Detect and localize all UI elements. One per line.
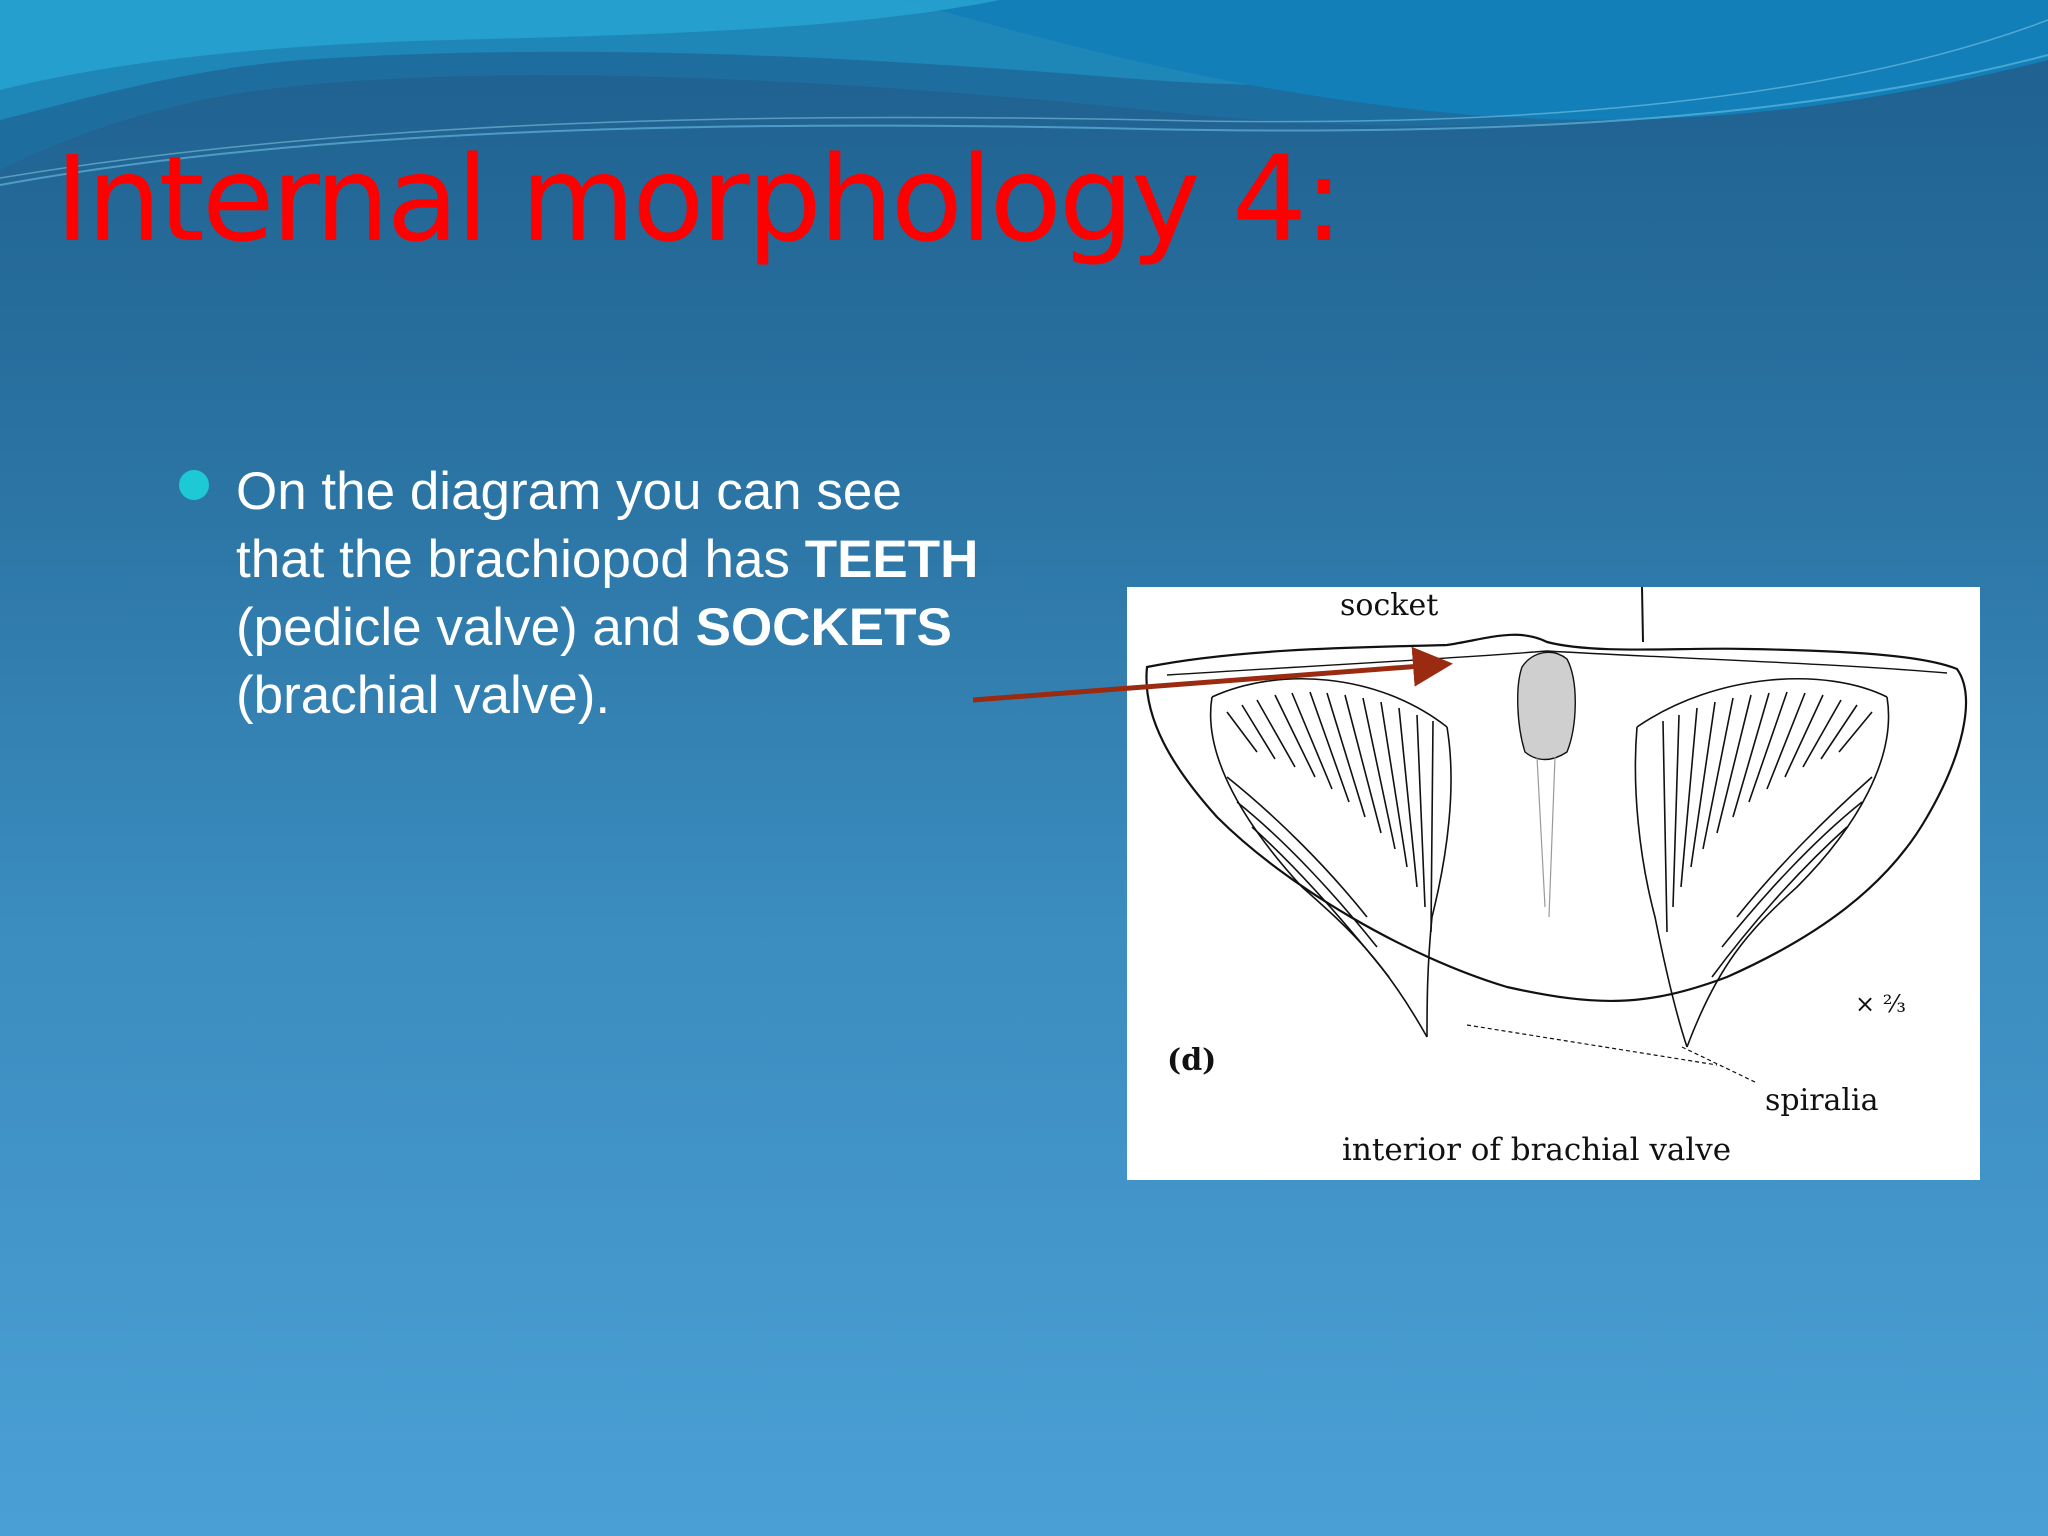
left-spiralia	[1211, 679, 1451, 1037]
bullet-dot-icon	[179, 470, 209, 500]
bullet-bold-teeth: TEETH	[804, 530, 979, 589]
label-panel-d: (d)	[1167, 1043, 1217, 1078]
median-septum	[1537, 757, 1555, 917]
figure-caption: interior of brachial valve	[1342, 1132, 1732, 1168]
label-spiralia: spiralia	[1765, 1083, 1879, 1118]
cardinal-process	[1518, 652, 1576, 759]
label-socket: socket	[1340, 588, 1439, 623]
right-spiralia	[1635, 679, 1888, 1047]
brachiopod-diagram	[1127, 587, 1980, 1180]
socket-pointer-line	[1642, 587, 1643, 642]
bullet-list-item	[175, 458, 995, 730]
bullet-text	[236, 458, 995, 730]
brachiopod-drawing	[1127, 587, 1980, 1180]
bullet-text-part-1: On the diagram you can see that the brachiopod has	[236, 462, 902, 589]
slide-title: Internal morphology 4:	[55, 130, 1341, 268]
bullet-bold-sockets: SOCKETS	[695, 598, 952, 657]
bullet-text-part-2: (pedicle valve) and	[236, 598, 696, 657]
label-scale: × ²⁄₃	[1855, 990, 1906, 1018]
bullet-text-part-3: (brachial valve).	[236, 666, 611, 725]
spiralia-leader-lines	[1467, 1025, 1757, 1083]
